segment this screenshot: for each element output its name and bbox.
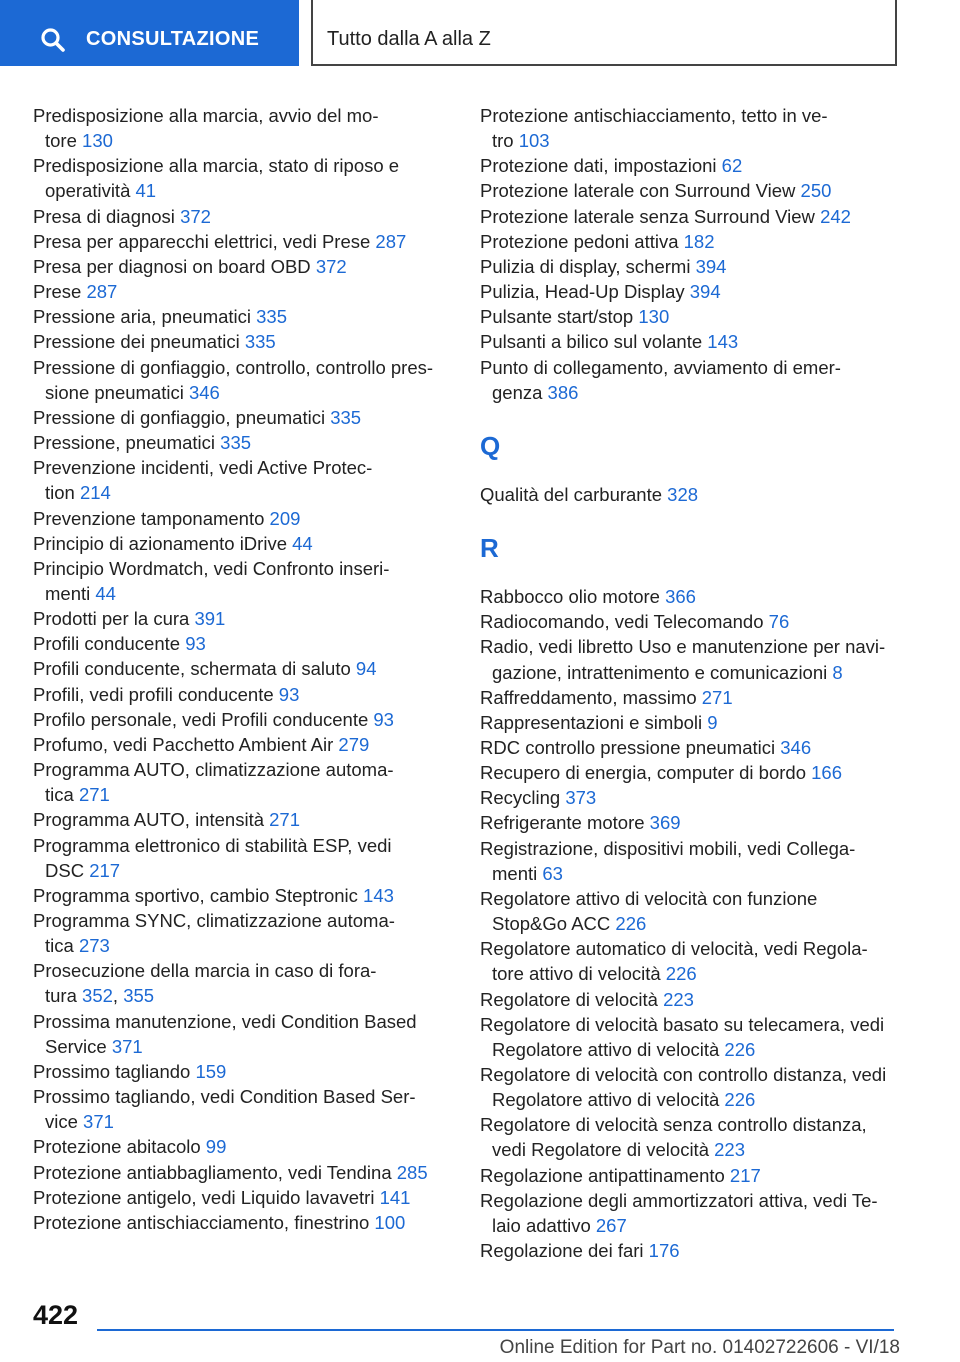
index-entry xyxy=(33,833,453,883)
page-link[interactable]: 226 xyxy=(665,963,697,985)
index-entry xyxy=(480,254,910,279)
page-header xyxy=(0,0,960,68)
page-link[interactable]: 346 xyxy=(188,381,220,403)
entry-text: Protezione laterale senza Surround View xyxy=(480,205,821,227)
page-link[interactable]: 130 xyxy=(638,306,670,328)
index-entry xyxy=(33,1059,453,1084)
index-entry xyxy=(480,584,910,609)
footer-rule xyxy=(97,1329,894,1331)
page-link[interactable]: 217 xyxy=(729,1164,761,1186)
page-link[interactable]: 166 xyxy=(811,762,843,784)
page-link[interactable]: 159 xyxy=(195,1060,227,1082)
index-entry xyxy=(480,204,910,229)
entry-text: Regolazione degli ammortizzatori attiva, vedi Te- xyxy=(480,1189,878,1211)
page-link[interactable]: 223 xyxy=(714,1139,746,1161)
entry-text: Pressione dei pneumatici xyxy=(33,331,245,353)
entry-text: RDC controllo pressione pneumatici xyxy=(480,736,781,758)
entry-text: tura xyxy=(45,985,83,1007)
index-entry xyxy=(33,1185,453,1210)
entry-text: Profili conducente xyxy=(33,633,186,655)
entry-text: Protezione abitacolo xyxy=(33,1136,206,1158)
index-entry xyxy=(480,329,910,354)
page-link[interactable]: 130 xyxy=(82,130,113,152)
index-entry xyxy=(480,634,910,684)
index-entry xyxy=(33,1210,453,1235)
entry-text: Protezione dati, impostazioni xyxy=(480,155,722,177)
entry-text: Protezione antischiacciamento, tetto in ve- xyxy=(480,105,828,126)
page-link[interactable]: 279 xyxy=(338,733,370,755)
page-link[interactable]: 44 xyxy=(95,582,116,604)
entry-text: Prossimo tagliando xyxy=(33,1060,196,1082)
search-icon xyxy=(40,27,66,53)
index-entry xyxy=(480,609,910,634)
index-entry xyxy=(33,153,453,203)
entry-text: Qualità del carburante xyxy=(480,483,668,505)
index-entry xyxy=(480,1238,910,1263)
index-entry xyxy=(33,656,453,681)
index-entry xyxy=(33,506,453,531)
entry-text: Principio di azionamento iDrive xyxy=(33,532,293,554)
page-link[interactable]: 366 xyxy=(665,586,696,608)
index-entry xyxy=(480,1163,910,1188)
page-link[interactable]: 335 xyxy=(330,406,362,428)
index-entry xyxy=(33,279,453,304)
entry-text: Predisposizione alla marcia, avvio del mo- xyxy=(33,105,379,126)
index-entry xyxy=(480,936,910,986)
entry-text: Prevenzione incidenti, vedi Active Protec- xyxy=(33,457,373,479)
index-entry xyxy=(33,103,453,153)
entry-text: genza xyxy=(492,381,548,403)
page-link[interactable]: 371 xyxy=(83,1111,114,1133)
page-link[interactable]: 335 xyxy=(256,306,288,328)
page-link[interactable]: 41 xyxy=(135,180,157,202)
index-entry xyxy=(33,908,453,958)
section-label: CONSULTAZIONE xyxy=(86,28,260,50)
section-letter: Q xyxy=(480,430,501,461)
index-entry xyxy=(33,254,453,279)
entry-text: Prosecuzione della marcia in caso di fora- xyxy=(33,960,377,982)
consultazione-tab[interactable] xyxy=(0,0,299,66)
entry-text: Profumo, vedi Pacchetto Ambient Air xyxy=(33,733,339,755)
entry-text: Presa di diagnosi xyxy=(33,205,181,227)
index-entry xyxy=(33,883,453,908)
index-entry xyxy=(480,103,910,153)
entry-text: Regolatore di velocità con controllo distanza, vedi xyxy=(480,1064,887,1085)
index-column-left xyxy=(33,103,453,1235)
entry-text: Rappresentazioni e simboli xyxy=(480,711,708,733)
index-entry xyxy=(33,455,453,505)
index-entry xyxy=(480,987,910,1012)
index-entry xyxy=(33,958,453,1008)
index-entry xyxy=(480,1012,910,1062)
page-link[interactable]: 372 xyxy=(180,205,211,227)
page-link[interactable]: 386 xyxy=(547,381,579,403)
index-entry xyxy=(33,606,453,631)
entry-text: Programma AUTO, climatizzazione automa- xyxy=(33,759,394,781)
entry-text: Prossima manutenzione, vedi Condition Based xyxy=(33,1010,417,1032)
entry-text: Regolatore attivo di velocità xyxy=(492,1038,725,1060)
index-entry xyxy=(480,685,910,710)
entry-text: Recycling xyxy=(480,787,566,809)
entry-text: Registrazione, dispositivi mobili, vedi Collega- xyxy=(480,837,856,859)
entry-text: Principio Wordmatch, vedi Confronto inseri- xyxy=(33,557,390,579)
entry-text: Pressione, pneumatici xyxy=(33,432,221,454)
entry-text: Regolazione antipattinamento xyxy=(480,1164,730,1186)
entry-text: DSC xyxy=(45,859,90,881)
page-link[interactable]: 271 xyxy=(701,686,733,708)
entry-text: Pulizia di display, schermi xyxy=(480,255,696,277)
page-link[interactable]: 182 xyxy=(683,230,715,252)
index-entry xyxy=(480,785,910,810)
entry-text: Programma SYNC, climatizzazione automa- xyxy=(33,910,395,931)
page-link[interactable]: 93 xyxy=(278,683,300,705)
page-link[interactable]: 44 xyxy=(292,532,313,554)
entry-text: operatività xyxy=(45,180,136,202)
index-entry xyxy=(480,1112,910,1162)
index-entry xyxy=(33,430,453,455)
index-title-tab[interactable] xyxy=(311,0,897,66)
page-link[interactable]: 99 xyxy=(205,1136,227,1158)
index-entry xyxy=(33,355,453,405)
index-entry xyxy=(33,1084,453,1134)
edition-footer: Online Edition for Part no. 01402722606 - VI/18 xyxy=(499,1337,900,1358)
index-entry xyxy=(33,1009,453,1059)
index-entry xyxy=(480,1062,910,1112)
entry-text: Pulsanti a bilico sul volante xyxy=(480,331,708,353)
entry-text: Presa per diagnosi on board OBD xyxy=(33,255,316,277)
entry-text: vedi Regolatore di velocità xyxy=(492,1139,715,1161)
page-link[interactable]: 394 xyxy=(689,281,721,303)
page-link[interactable]: 63 xyxy=(542,862,563,884)
page-link[interactable]: 242 xyxy=(820,205,851,227)
entry-text: Pressione di gonfiaggio, controllo, controllo pres- xyxy=(33,356,434,378)
entry-text: tion xyxy=(45,482,80,504)
page-link[interactable]: 209 xyxy=(269,507,301,529)
page-link[interactable]: 391 xyxy=(194,608,226,630)
entry-text: Regolazione dei fari xyxy=(480,1240,649,1262)
page-link[interactable]: 223 xyxy=(663,988,694,1010)
page-link[interactable]: 226 xyxy=(724,1038,756,1060)
entry-text: Prossimo tagliando, vedi Condition Based Ser- xyxy=(33,1086,416,1108)
entry-text: gazione, intrattenimento e comunicazioni xyxy=(492,661,833,683)
index-entry xyxy=(480,1188,910,1238)
entry-text: Profili conducente, schermata di saluto xyxy=(33,658,356,680)
page-link[interactable]: 103 xyxy=(518,130,550,152)
index-entry xyxy=(480,482,910,507)
page-link[interactable]: 369 xyxy=(649,812,681,834)
entry-text: tore xyxy=(45,130,83,152)
index-entry xyxy=(480,229,910,254)
page-link[interactable]: 328 xyxy=(667,483,699,505)
entry-text: Pressione di gonfiaggio, pneumatici xyxy=(33,406,331,428)
entry-text: Presa per apparecchi elettrici, vedi Prese xyxy=(33,230,376,252)
page-link[interactable]: 100 xyxy=(374,1211,406,1233)
index-entry xyxy=(33,807,453,832)
entry-text: Protezione antischiacciamento, finestrino xyxy=(33,1211,375,1233)
entry-text: menti xyxy=(45,582,96,604)
entry-text: Raffreddamento, massimo xyxy=(480,686,702,708)
page-link[interactable]: 287 xyxy=(375,230,407,252)
entry-text: Programma elettronico di stabilità ESP, vedi xyxy=(33,834,392,856)
index-entry xyxy=(33,556,453,606)
page-link[interactable]: 214 xyxy=(79,482,111,504)
entry-text: Regolatore attivo di velocità xyxy=(492,1089,725,1111)
entry-text: Punto di collegamento, avviamento di emer- xyxy=(480,356,841,378)
index-entry xyxy=(480,153,910,178)
page-link[interactable]: 8 xyxy=(832,661,843,683)
index-entry xyxy=(480,355,910,405)
page-link[interactable]: 176 xyxy=(648,1240,680,1262)
page-separator: , xyxy=(112,985,124,1007)
entry-text: Protezione laterale con Surround View xyxy=(480,180,801,202)
page-link[interactable]: 346 xyxy=(780,736,812,758)
page-link[interactable]: 372 xyxy=(315,255,347,277)
page-link[interactable]: 394 xyxy=(695,255,727,277)
entry-text: Regolatore di velocità xyxy=(480,988,664,1010)
entry-text: Pulizia, Head-Up Display xyxy=(480,281,690,303)
index-entry xyxy=(33,631,453,656)
entry-text: vice xyxy=(45,1111,84,1133)
entry-text: Service xyxy=(45,1035,112,1057)
index-entry xyxy=(480,710,910,735)
page-number: 422 xyxy=(33,1300,79,1330)
index-entry xyxy=(33,757,453,807)
entry-text: Programma sportivo, cambio Steptronic xyxy=(33,884,364,906)
index-entry xyxy=(480,886,910,936)
index-entry xyxy=(33,732,453,757)
page-link[interactable]: 287 xyxy=(86,281,118,303)
page-link[interactable]: 271 xyxy=(78,784,110,806)
entry-text: Regolatore automatico di velocità, vedi Regola- xyxy=(480,938,868,960)
index-entry xyxy=(480,810,910,835)
entry-text: Regolatore di velocità senza controllo distanza, xyxy=(480,1114,867,1136)
index-entry xyxy=(480,836,910,886)
page-link[interactable]: 226 xyxy=(615,913,647,935)
page-link[interactable]: 93 xyxy=(373,708,394,730)
entry-text: tica xyxy=(45,935,79,957)
entry-text: Rabbocco olio motore xyxy=(480,586,666,608)
page-link[interactable]: 267 xyxy=(595,1214,627,1236)
index-entry xyxy=(33,229,453,254)
index-entry xyxy=(33,1134,453,1159)
entry-text: Refrigerante motore xyxy=(480,812,650,834)
entry-text: Pressione aria, pneumatici xyxy=(33,306,257,328)
page-link[interactable]: 273 xyxy=(78,935,110,957)
index-entry xyxy=(33,204,453,229)
entry-text: Profilo personale, vedi Profili conducente xyxy=(33,708,374,730)
index-entry xyxy=(33,531,453,556)
page-link[interactable]: 93 xyxy=(185,633,206,655)
index-entry xyxy=(33,329,453,354)
page-link[interactable]: 285 xyxy=(396,1161,428,1183)
page-link[interactable]: 371 xyxy=(111,1035,143,1057)
index-entry xyxy=(33,707,453,732)
entry-text: Prese xyxy=(33,281,87,303)
page-link[interactable]: 217 xyxy=(89,859,121,881)
entry-text: menti xyxy=(492,862,543,884)
entry-text: Pulsante start/stop xyxy=(480,306,639,328)
index-entry xyxy=(33,1160,453,1185)
page-link[interactable]: 62 xyxy=(721,155,743,177)
page-link[interactable]: 226 xyxy=(724,1089,756,1111)
entry-text: Predisposizione alla marcia, stato di riposo e xyxy=(33,155,400,177)
page-link[interactable]: 271 xyxy=(269,809,301,831)
page-link[interactable]: 94 xyxy=(355,658,377,680)
entry-text: Profili, vedi profili conducente xyxy=(33,683,279,705)
entry-text: Radio, vedi libretto Uso e manutenzione per navi- xyxy=(480,636,886,658)
page-link[interactable]: 250 xyxy=(800,180,832,202)
page-link[interactable]: 335 xyxy=(220,432,252,454)
entry-text: Protezione pedoni attiva xyxy=(480,230,684,252)
entry-text: tica xyxy=(45,784,79,806)
entry-text: tro xyxy=(492,130,519,152)
entry-text: Regolatore attivo di velocità con funzione xyxy=(480,887,818,909)
index-entry xyxy=(480,760,910,785)
entry-text: Stop&Go ACC xyxy=(492,913,616,935)
entry-text: Regolatore di velocità basato su telecamera, vedi xyxy=(480,1013,885,1035)
entry-text: Programma AUTO, intensità xyxy=(33,809,270,831)
entry-text: Protezione antiabbagliamento, vedi Tendina xyxy=(33,1161,397,1183)
section-letter: R xyxy=(480,533,499,564)
entry-text: Prevenzione tamponamento xyxy=(33,507,270,529)
page-link[interactable]: 335 xyxy=(244,331,276,353)
page-link[interactable]: 141 xyxy=(379,1186,411,1208)
entry-text: tore attivo di velocità xyxy=(492,963,666,985)
index-column-right xyxy=(480,103,910,1263)
index-entry xyxy=(480,178,910,203)
index-entry xyxy=(33,304,453,329)
page-link[interactable]: 9 xyxy=(707,711,718,733)
entry-text: Protezione antigelo, vedi Liquido lavavetri xyxy=(33,1186,380,1208)
index-entry xyxy=(33,405,453,430)
entry-text: laio adattivo xyxy=(492,1214,596,1236)
page-link[interactable]: 143 xyxy=(707,331,739,353)
index-entry xyxy=(480,304,910,329)
page-link[interactable]: 143 xyxy=(363,884,394,906)
index-entry xyxy=(480,735,910,760)
entry-text: Recupero di energia, computer di bordo xyxy=(480,762,812,784)
page-link[interactable]: 76 xyxy=(768,611,790,633)
entry-text: sione pneumatici xyxy=(45,381,189,403)
entry-text: Prodotti per la cura xyxy=(33,608,195,630)
entry-text: Radiocomando, vedi Telecomando xyxy=(480,611,769,633)
index-entry xyxy=(480,279,910,304)
page-link[interactable]: 355 xyxy=(123,985,155,1007)
page-title: Tutto dalla A alla Z xyxy=(327,28,491,50)
page-link[interactable]: 373 xyxy=(565,787,597,809)
index-entry xyxy=(33,682,453,707)
page-link[interactable]: 352 xyxy=(82,985,113,1007)
